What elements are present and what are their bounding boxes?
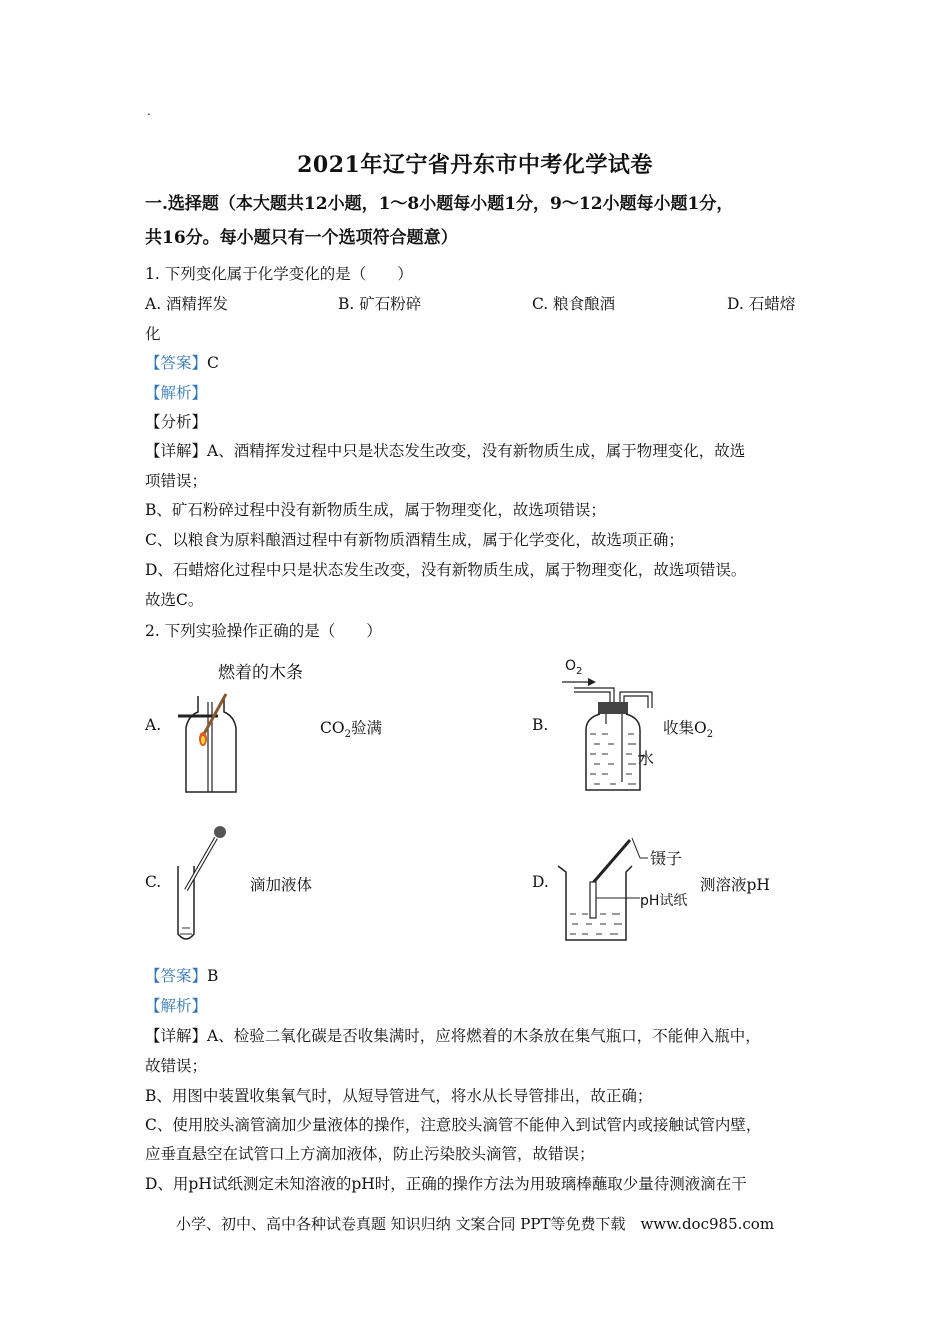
q2-detail-d1: D、用pH试纸测定未知溶液的pH时，正确的操作方法为用玻璃棒蘸取少量待测液滴在干 xyxy=(145,1175,747,1193)
q1-fenxi-label: 【分析】 xyxy=(145,413,208,431)
q2-fig-a-caption: $CO_2$验满 xyxy=(320,719,382,741)
q1-answer-label: 【答案】 xyxy=(145,354,208,372)
fig-d-tweezers-label: 镊子 xyxy=(650,849,683,868)
page-footer: 小学、初中、高中各种试卷真题 知识归纳 文案合同 PPT等免费下载 www.doc985.com xyxy=(175,1215,775,1233)
q2-answer-label: 【答案】 xyxy=(145,967,208,985)
co2-bottle-diagram xyxy=(170,688,250,800)
gas-collection-bottle-diagram xyxy=(560,672,660,796)
q1-answer-row xyxy=(145,351,219,373)
q2-fig-b-letter: B. xyxy=(532,716,549,734)
q1-detail-label: 【详解】 xyxy=(145,442,208,460)
q2-detail-a-text: A、检验二氧化碳是否收集满时，应将燃着的木条放在集气瓶口，不能伸入瓶中， xyxy=(207,1027,761,1045)
q1-stem: 1. 下列变化属于化学变化的是（ ） xyxy=(145,265,413,283)
q2-detail-a2: 故错误； xyxy=(145,1057,208,1075)
fig-b-gas-label: $O_2$ xyxy=(565,658,583,677)
q2-analysis-label: 【解析】 xyxy=(145,997,208,1015)
q1-answer: C xyxy=(207,354,219,372)
q2-fig-d-caption: 测溶液pH xyxy=(700,876,770,894)
q1-option-a: A. 酒精挥发 xyxy=(145,295,229,313)
q1-option-c: C. 粮食酿酒 xyxy=(532,295,616,313)
fig-b-water-label: 水 xyxy=(638,749,655,768)
q1-detail-a1 xyxy=(145,439,745,461)
q1-detail-b: B、矿石粉碎过程中没有新物质生成，属于物理变化，故选项错误； xyxy=(145,501,606,519)
q1-option-d-wrap: 化 xyxy=(145,325,161,343)
q2-answer: B xyxy=(207,967,219,985)
q2-detail-a1 xyxy=(145,1024,761,1046)
fig-d-paper-label: pH试纸 xyxy=(640,893,688,909)
section-heading-line2: 共16分。每小题只有一个选项符合题意） xyxy=(145,228,458,248)
q2-detail-b: B、用图中装置收集氧气时，从短导管进气，将水从长导管排出，故正确； xyxy=(145,1087,653,1105)
q2-fig-c-letter: C. xyxy=(145,873,162,891)
q1-detail-a2: 项错误； xyxy=(145,472,208,490)
q2-fig-c-caption: 滴加液体 xyxy=(250,876,313,894)
q1-detail-c: C、以粮食为原料酿酒过程中有新物质酒精生成，属于化学变化，故选项正确； xyxy=(145,531,684,549)
fig-a-top-label: 燃着的木条 xyxy=(218,663,303,683)
q2-stem: 2. 下列实验操作正确的是（ ） xyxy=(145,622,382,640)
q1-option-d: D. 石蜡熔 xyxy=(727,295,796,313)
q2-fig-d-letter: D. xyxy=(532,873,549,891)
q2-detail-c2: 应垂直悬空在试管口上方滴加液体，防止污染胶头滴管，故错误； xyxy=(145,1145,595,1163)
page-title: 2021年辽宁省丹东市中考化学试卷 xyxy=(297,152,653,178)
q2-detail-label: 【详解】 xyxy=(145,1027,208,1045)
q1-analysis-label: 【解析】 xyxy=(145,384,208,402)
section-heading-line1: 一.选择题（本大题共12小题，1～8小题每小题1分，9～12小题每小题1分， xyxy=(145,194,734,214)
q2-fig-b-caption: 收集$O_2$ xyxy=(663,719,714,741)
q1-option-b: B. 矿石粉碎 xyxy=(338,295,422,313)
corner-mark: . xyxy=(147,104,151,118)
q1-conclusion: 故选C。 xyxy=(145,591,204,609)
q2-fig-a-letter: A. xyxy=(145,716,162,734)
q1-detail-d: D、石蜡熔化过程中只是状态发生改变，没有新物质生成，属于物理变化，故选项错误。 xyxy=(145,561,747,579)
q1-detail-a-text: A、酒精挥发过程中只是状态发生改变，没有新物质生成，属于物理变化，故选 xyxy=(207,442,746,460)
q2-answer-row xyxy=(145,964,218,986)
q2-detail-c1: C、使用胶头滴管滴加少量液体的操作，注意胶头滴管不能伸入到试管内或接触试管内壁， xyxy=(145,1116,762,1134)
dropper-test-tube-diagram xyxy=(168,820,238,946)
